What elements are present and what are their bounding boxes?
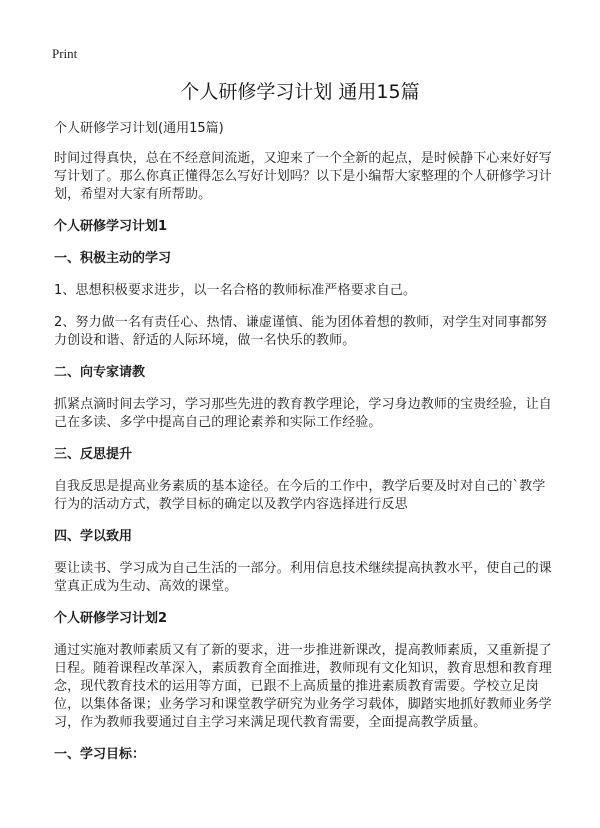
page-title: 个人研修学习计划 通用15篇: [180, 81, 420, 103]
plan1-heading: 个人研修学习计划1: [54, 219, 168, 234]
print-link[interactable]: Print: [52, 46, 78, 61]
plan2-heading: 个人研修学习计划2: [54, 611, 168, 626]
plan1-section1-item2: 2、努力做一名有责任心、热情、谦虚谨慎、能为团体着想的教师，对学生对同事都努力创设和谐、舒适的人际环境，做一名快乐的教师。: [54, 315, 548, 348]
plan1-section3-heading: 三、反思提升: [54, 447, 133, 462]
plan1-section2-heading: 二、向专家请教: [54, 365, 146, 380]
document-content: [54, 120, 554, 778]
plan1-section1-heading: 一、积极主动的学习: [54, 251, 172, 266]
plan1-section4-heading: 四、学以致用: [54, 529, 133, 544]
plan2-section1-heading: 一、学习目标：: [54, 747, 146, 762]
intro-paragraph: 时间过得真快，总在不经意间流逝，又迎来了一个全新的起点，是时候静下心来好好写写计划了。那么你真正懂得怎么写好计划吗？以下是小编帮大家整理的个人研修学习计划，希望对大家有所帮助。: [54, 151, 552, 202]
plan1-section4-paragraph: 要让读书、学习成为自己生活的一部分。利用信息技术继续提高执教水平，使自己的课堂真正成为生动、高效的课堂。: [54, 561, 552, 594]
plan1-section3-paragraph: 自我反思是提高业务素质的基本途径。在今后的工作中，教学后要及时对自己的`教学行为的活动方式，教学目标的确定以及教学内容选择进行反思: [54, 479, 546, 512]
plan1-section1-item1: 1、思想积极要求进步，以一名合格的教师标准严格要求自己。: [54, 283, 417, 298]
plan1-section2-paragraph: 抓紧点滴时间去学习，学习那些先进的教育教学理论，学习身边教师的宝贵经验，让自己在多读、多学中提高自己的理论素养和实际工作经验。: [54, 397, 552, 430]
plan2-paragraph: 通过实施对教师素质又有了新的要求，进一步推进新课改，提高教师素质，又重新提了日程。随着课程改革深入，素质教育全面推进，教师现有文化知识，教育思想和教育理念，现代教育技术的运用等方面，已跟不上高质量的推进素质教育需要。学校立足岗位，以集体备课；业务学习和课堂教学研究为业务学习载体，脚踏实地抓好教师业务学习，作为教师我要通过自主学习来满足现代教育需要，全面提高教学质量。: [54, 643, 552, 730]
document-subtitle: 个人研修学习计划(通用15篇): [54, 121, 224, 136]
